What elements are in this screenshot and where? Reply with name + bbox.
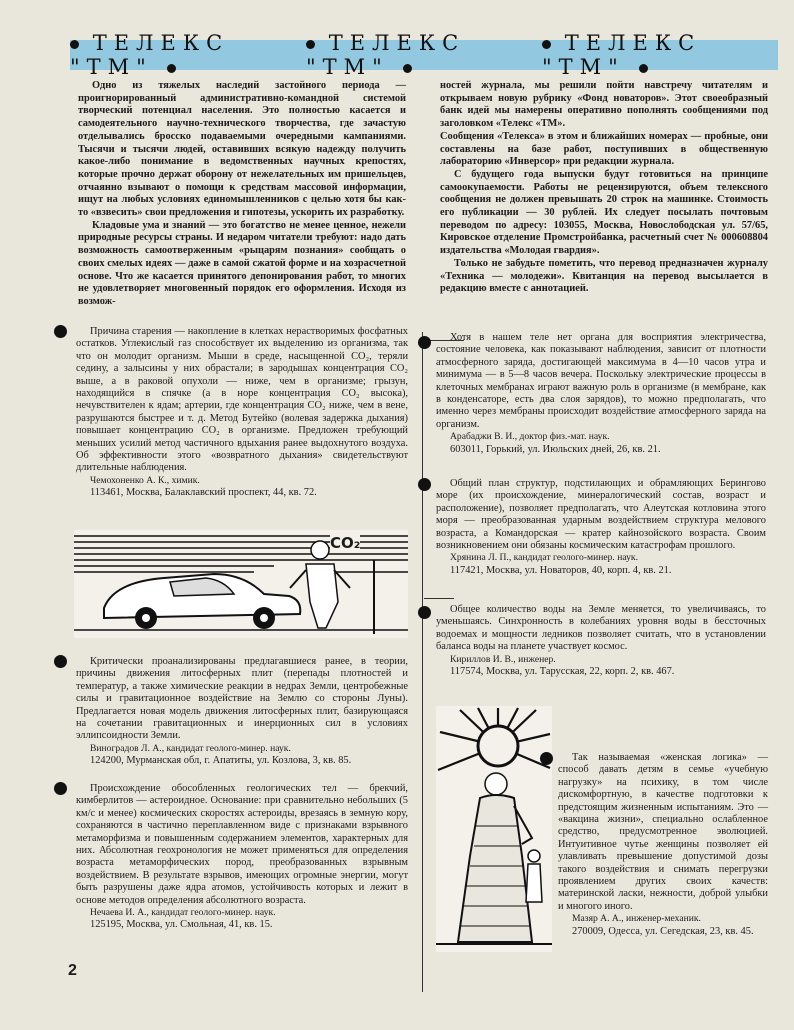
intro-paragraph: Кладовые ума и знаний — это богатство не менее ценное, нежели природные ресурсы страны. И недаром читатели требуют: надо дать возможность самоотверженным «рыцарям познания» сообщать о своих смелых идеях — даже в самой сжатой форме и на хозрасчетной основе. Что же касается принятого депонирования работ, то многих не удовлетворяет многовенный порядок его оформления. Исходя из возмож- — [78, 219, 406, 307]
bullet-dot-icon — [418, 336, 431, 349]
note-body: Хотя в нашем теле нет органа для восприятия электричества, состояние человека, как показывают наблюдения, зависит от плотности атмосферного заряда, достигающей максимума в 4—10 часов утра и минимума — в 5—8 часов вечера. Поскольку электрические процессы в клеточных мембранах играют важную роль в организме (в мембране, как в конденсаторе, есть два слоя зарядов), то можно предполагать, что именно через мембраны происходит воздействие атмосферного заряда на организм. — [436, 332, 766, 430]
bullet-dot-icon — [418, 606, 431, 619]
note-author: Арабаджи В. И., доктор физ.-мат. наук. — [450, 431, 610, 443]
column-divider — [422, 332, 423, 992]
bullet-dot-icon — [639, 64, 648, 73]
note-body: Общее количество воды на Земле меняется, то увеличиваясь, то уменьшаясь. Синхронность в колебаниях уровня воды в бессточных водоемах и мощности ледников позволяет считать, что в установлении баланса воды на планете участвует космос. — [436, 604, 766, 653]
bullet-dot-icon — [542, 40, 551, 49]
intro-paragraph: Сообщения «Телекса» в этом и ближайших номерах — пробные, они составлены на базе работ, поступивших в общественную лабораторию «Инверсор» при редакции журнала. — [440, 130, 768, 168]
note-author: Хрянина Л. П., кандидат геолого-минер. наук. — [450, 552, 638, 564]
telex-banner — [70, 31, 778, 79]
note-address: 124200, Мурманская обл, г. Апатиты, ул. Козлова, 3, кв. 85. — [90, 755, 352, 767]
woman-sun-illustration — [436, 706, 552, 952]
banner-item: ТЕЛЕКС "ТМ" — [70, 31, 230, 79]
co2-label: CO₂ — [330, 534, 361, 552]
section-divider — [424, 598, 454, 599]
bullet-dot-icon — [167, 64, 176, 73]
bullet-dot-icon — [418, 478, 431, 491]
banner-item: ТЕЛЕКС "ТМ" — [542, 31, 702, 79]
telex-note — [436, 604, 766, 678]
bullet-dot-icon — [54, 655, 67, 668]
note-address: 603011, Горький, ул. Июльских дней, 26, кв. 21. — [450, 443, 661, 455]
telex-note — [76, 656, 408, 768]
note-address: 117421, Москва, ул. Новаторов, 40, корп. 4, кв. 21. — [450, 564, 672, 576]
page-number: 2 — [68, 962, 77, 979]
telex-note — [76, 326, 408, 500]
note-body: Происхождение обособленных геологических тел — брекчий, кимберлитов — астероидное. Основание: при сравнительно небольших (5 км/с и менее) космических скоростях астероиды, врезаясь в земную кору, сохраняются в частично переплавленном виде с признаками взрывного метаморфизма и повышенным содержанием элементов, характерных для них. Абсолютная геохронология не может применяться для определения возраста метаморфических пород, преобразованных взрывным воздействием. В результате взрывов, имеющих огромные энергии, могут быть разрушены даже ядра атомов, устойчивость которых и лежит в основе методов определения абсолютного возраста. — [76, 783, 408, 906]
note-author: Чемохоненко А. К., химик. — [90, 474, 200, 486]
note-address: 125195, Москва, ул. Смольная, 41, кв. 15. — [90, 919, 273, 931]
intro-paragraph: Только не забудьте пометить, что перевод предназначен журналу «Техника — молодежи». Квитанция на перевод высылается в редакцию вместе с аннотацией. — [440, 257, 768, 295]
telex-note — [558, 752, 768, 938]
bullet-dot-icon — [70, 40, 79, 49]
note-body: Причина старения — накопление в клетках нерастворимых фосфатных остатков. Углекислый газ способствует их выделению из организма, так что он молодит организм. Мыши в среде, насыщенной CO₂, теряли седину, а залысины у них обрастали; в зародышах концентрация CO₂ выше, а в раковой опухоли — ниже, чем в организме; грызун, находящийся в спячке (а в норе концентрация CO₂ высока), нечувствителен к ядам; артерии, где концентрация CO₂ ниже, чем в вене, разрушаются быстрее и т. д. Метод Бутейко (волевая задержка дыхания) повышает концентрацию CO₂ в организме. Предложен требующий меньших усилий метод частичного вдыхания ранее выдохнутого воздуха. Об эффективности этого «возвратного дыхания» свидетельствуют длительные наблюдения. — [76, 326, 408, 474]
note-address: 113461, Москва, Балаклавский проспект, 44, кв. 72. — [90, 487, 317, 499]
bullet-dot-icon — [306, 40, 315, 49]
intro-paragraph: ностей журнала, мы решили пойти навстречу читателям и открываем новую рубрику «Фонд новаторов». Этот своеобразный банк идей мы намерены оперативно пополнять сообщениями под заголовком «Телекс «ТМ». — [440, 80, 768, 130]
bullet-dot-icon — [54, 782, 67, 795]
note-body: Общий план структур, подстилающих и обрамляющих Берингово море (их происхождение, минералогический состав, возраст и расположение), позволяет предполагать, что Алеутская котловина этого моря — преобразованная ударным воздействием структура мелового возраста, а Командорская — кратер кайнозойского возраста. Своим возникновением они обязаны космическим катастрофам прошлого. — [436, 478, 766, 552]
note-address: 270009, Одесса, ул. Сегедская, 23, кв. 45. — [572, 925, 754, 937]
bullet-dot-icon — [54, 325, 67, 338]
note-address: 117574, Москва, ул. Тарусская, 22, корп. 2, кв. 467. — [450, 666, 675, 678]
note-author: Нечаева И. А., кандидат геолого-минер. наук. — [90, 907, 276, 919]
telex-note — [436, 332, 766, 456]
note-author: Виноградов Л. А., кандидат геолого-минер. наук. — [90, 742, 291, 754]
intro-paragraph: С будущего года выпуски будут готовиться на принципе самоокупаемости. Работы не рецензируются, объем телексного сообщения не должен превышать 20 строк на машинке. Стоимость его публикации — 30 рублей. Их следует посылать почтовым переводом по адресу: 103055, Москва, Новослободская ул. 57/65, Кировское отделение Промстройбанка, расчетный счет № 000608804 издательства «Молодая гвардия». — [440, 168, 768, 257]
telex-note — [436, 478, 766, 577]
intro-right-column — [440, 80, 768, 296]
intro-left-column — [78, 80, 406, 309]
note-author: Кириллов И. В., инженер. — [450, 653, 556, 665]
note-body: Критически проанализированы предлагавшиеся ранее, в теории, причины движения литосферных плит (перепады плотностей и температур, а также химические реакции в недрах Земли, центробежные силы и гравитационное воздействие на Землю со стороны Луны). Предлагается новая модель движения литосферных плит, базирующаяся на сочетании гравитационных и инерционных сил в условиях эллипсоидности Земли. — [76, 656, 408, 742]
car-co2-illustration — [74, 530, 408, 638]
bullet-dot-icon — [403, 64, 412, 73]
telex-note — [76, 783, 408, 932]
bullet-dot-icon — [540, 752, 553, 765]
banner-item: ТЕЛЕКС "ТМ" — [306, 31, 466, 79]
woman-drawing-icon — [436, 706, 552, 952]
note-author: Мазяр А. А., инженер-механик. — [572, 913, 701, 925]
intro-paragraph: Одно из тяжелых наследий застойного периода — проигнорированный административно-командной системой творческий потенциал населения. Это полностью касается и самодеятельного научно-технического творчества, где зачастую отделывались бросско подаваемыми очередными кампаниями. Тысячи и тысячи людей, оставивших всякую надежду получить какое-либо понимание в ведомственных научных крепостях, которые прочно держат оборону от нежелательных им пришельцев, отчаянно взывают о помощи к средствам массовой информации, ищут на любых условиях единомышленников с целью хотя бы как-то «взвесить» свои предложения и гипотезы, ускорить их разработку. — [78, 80, 406, 219]
note-body: Так называемая «женская логика» — способ давать детям в семье «учебную нагрузку» на психику, в том числе дискомфортную, в качестве подготовки к предстоящим жизненным испытаниям. Это — «вакцина жизни», специально ослабленное средство, предусмотренное эволюцией. Интуитивное чутье женщины позволяет ей улавливать превышение допустимой дозы такого воздействия и снимать перегрузки проявлением других своих качеств: материнской ласки, нежности, доброй улыбки и многого иного. — [558, 752, 768, 912]
